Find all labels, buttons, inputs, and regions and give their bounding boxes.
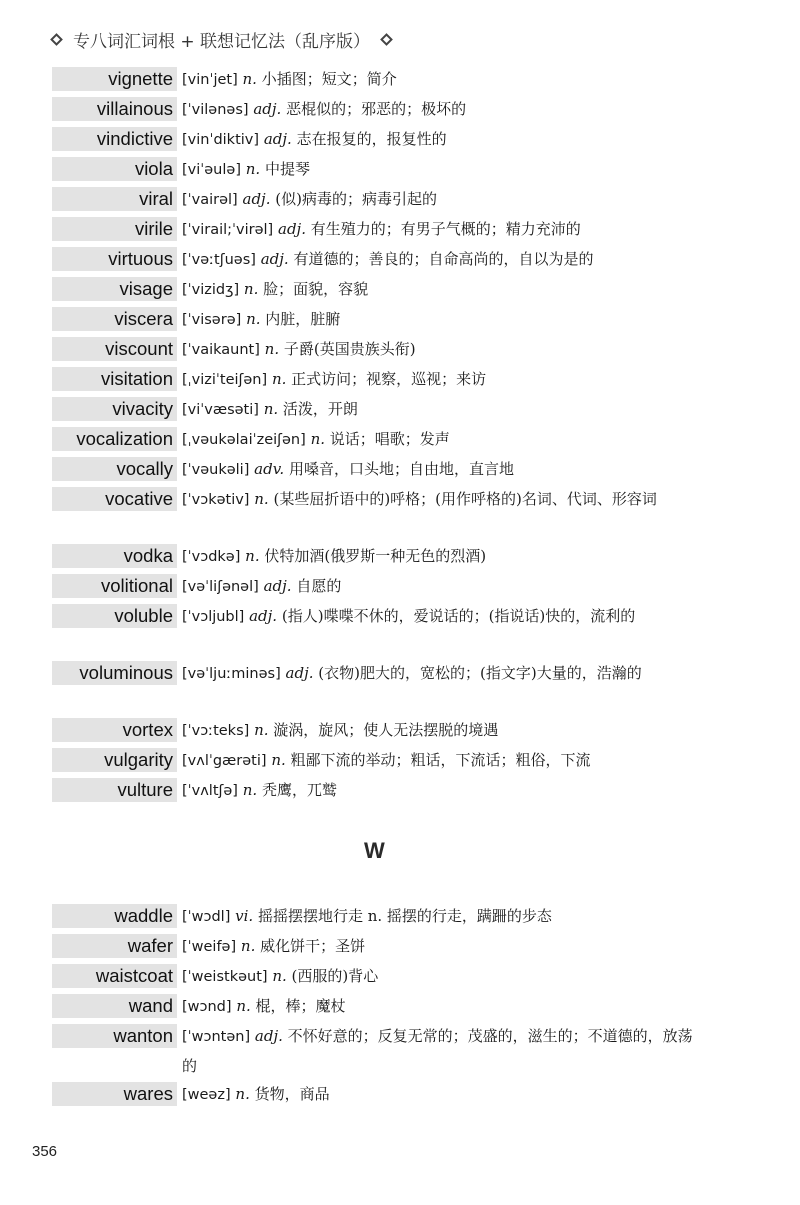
part-of-speech: adj.: [285, 664, 314, 682]
entry-row: [52, 1082, 752, 1110]
headword: wanton: [52, 1024, 177, 1048]
definition-text: 内脏，脏腑: [265, 310, 341, 328]
headword: vocally: [52, 457, 177, 481]
pronunciation: [ˈweistkəut]: [182, 969, 268, 985]
headword: voluminous: [52, 661, 177, 685]
entry-definition: [182, 335, 702, 365]
entry-row: [52, 487, 752, 515]
entry-row: [52, 397, 752, 425]
part-of-speech: adv.: [254, 460, 285, 478]
definition-text: 活泼，开朗: [282, 400, 358, 418]
definition-text: 粗鄙下流的举动；粗话，下流话；粗俗，下流: [290, 751, 591, 769]
definition-text: (西服的)背心: [291, 967, 379, 985]
definition-text: 子爵(英国贵族头衔): [283, 340, 416, 358]
definition-text: 小插图；短文；简介: [261, 70, 397, 88]
entry-row: [52, 97, 752, 125]
entry-definition: [182, 602, 702, 632]
entry-row: [52, 277, 752, 305]
part-of-speech: n.: [236, 997, 251, 1015]
entry-definition: [182, 485, 702, 515]
entry-definition: [182, 992, 702, 1022]
part-of-speech: adj.: [242, 190, 271, 208]
pronunciation: [ˌvəukəlaiˈzeiʃən]: [182, 432, 306, 448]
part-of-speech: n.: [263, 400, 279, 418]
headword: visage: [52, 277, 177, 301]
part-of-speech: n.: [310, 430, 325, 448]
entry-row: [52, 337, 752, 365]
entry-row: [52, 574, 752, 602]
entry-definition: [182, 572, 702, 602]
headword: virtuous: [52, 247, 177, 271]
definition-text: 货物，商品: [254, 1085, 330, 1103]
entry-row: [52, 544, 752, 572]
part-of-speech: adj.: [254, 1027, 283, 1045]
entry-definition: [182, 455, 702, 485]
definition-text: 秃鹰，兀鹫: [261, 781, 337, 799]
pronunciation: [ˈvirail;ˈvirəl]: [182, 222, 274, 238]
entry-row: [52, 748, 752, 776]
headword: wand: [52, 994, 177, 1018]
diamond-icon: [380, 33, 393, 46]
part-of-speech: n.: [254, 490, 269, 508]
definition-text: 恶棍似的；邪恶的；极坏的: [286, 100, 467, 118]
section-letter: W: [364, 838, 385, 863]
part-of-speech: n.: [245, 547, 260, 565]
entry-definition: [182, 95, 702, 125]
pronunciation: [ˈweifə]: [182, 939, 237, 955]
entry-row: [52, 934, 752, 962]
pronunciation: [ˈvəukəli]: [182, 462, 250, 478]
entry-definition: [182, 1080, 702, 1110]
entry-row: [52, 307, 752, 335]
entry-row: [52, 718, 752, 746]
definition-text: 脸；面貌，容貌: [263, 280, 369, 298]
entry-row: [52, 904, 752, 932]
pronunciation: [wɔnd]: [182, 999, 232, 1015]
entry-definition: [182, 125, 702, 155]
part-of-speech: n.: [264, 340, 280, 358]
part-of-speech: n.: [272, 967, 287, 985]
definition-text: (某些屈折语中的)呼格；(用作呼格的)名词、代词、形容词: [273, 490, 657, 508]
headword: waddle: [52, 904, 177, 928]
pronunciation: [ˈwɔdl]: [182, 909, 231, 925]
headword: vodka: [52, 544, 177, 568]
definition-text: 摇摇摆摆地行走 n. 摇摆的行走，蹒跚的步态: [257, 907, 552, 925]
part-of-speech: n.: [254, 721, 269, 739]
definition-text: 中提琴: [264, 160, 310, 178]
entry-row: [52, 67, 752, 95]
entry-definition: [182, 305, 702, 335]
definition-text: 自愿的: [296, 577, 342, 595]
entry-definition: [182, 155, 702, 185]
headword: vignette: [52, 67, 177, 91]
part-of-speech: adj.: [249, 607, 278, 625]
headword: volitional: [52, 574, 177, 598]
entry-row: [52, 367, 752, 395]
headword: vocative: [52, 487, 177, 511]
definition-text: 不怀好意的；反复无常的；茂盛的，滋生的；不道德的，放荡的: [182, 1027, 693, 1075]
pronunciation: [ˈvɔkətiv]: [182, 492, 250, 508]
entry-definition: [182, 776, 702, 806]
headword: vulture: [52, 778, 177, 802]
definition-text: 用嗓音，口头地；自由地，直言地: [288, 460, 514, 478]
entry-definition: [182, 716, 702, 746]
entry-definition: [182, 275, 702, 305]
entry-row: [52, 964, 752, 992]
part-of-speech: adj.: [253, 100, 282, 118]
pronunciation: [vʌlˈgærəti]: [182, 753, 267, 769]
entry-definition: [182, 962, 702, 992]
definition-text: 棍，棒；魔杖: [255, 997, 346, 1015]
definition-text: 漩涡，旋风；使人无法摆脱的境遇: [273, 721, 499, 739]
entry-definition: [182, 365, 702, 395]
headword: voluble: [52, 604, 177, 628]
part-of-speech: adj.: [263, 130, 292, 148]
entry-row: [52, 994, 752, 1022]
pronunciation: [vəˈliʃənəl]: [182, 579, 259, 595]
headword: viscera: [52, 307, 177, 331]
part-of-speech: n.: [242, 781, 258, 799]
pronunciation: [viˈvæsəti]: [182, 402, 259, 418]
headword: vulgarity: [52, 748, 177, 772]
part-of-speech: n.: [245, 160, 261, 178]
definition-text: 有生殖力的；有男子气概的；精力充沛的: [310, 220, 581, 238]
pronunciation: [ˈvɔːteks]: [182, 723, 250, 739]
pronunciation: [ˈvizidʒ]: [182, 282, 240, 298]
part-of-speech: n.: [271, 751, 286, 769]
entry-definition: [182, 902, 702, 932]
entry-definition: [182, 245, 702, 275]
pronunciation: [ˈwɔntən]: [182, 1029, 251, 1045]
pronunciation: [ˈvilənəs]: [182, 102, 249, 118]
pronunciation: [weəz]: [182, 1087, 231, 1103]
definition-text: 威化饼干；圣饼: [260, 937, 366, 955]
pronunciation: [viˈəulə]: [182, 162, 241, 178]
definition-text: 伏特加酒(俄罗斯一种无色的烈酒): [264, 547, 487, 565]
part-of-speech: adj.: [263, 577, 292, 595]
entry-definition: [182, 395, 702, 425]
pronunciation: [vinˈjet]: [182, 72, 238, 88]
headword: waistcoat: [52, 964, 177, 988]
pronunciation: [vəˈljuːminəs]: [182, 666, 281, 682]
entry-definition: [182, 1022, 702, 1081]
entry-definition: [182, 542, 702, 572]
pronunciation: [ˈvɔljubl]: [182, 609, 245, 625]
entry-definition: [182, 185, 702, 215]
headword: vindictive: [52, 127, 177, 151]
headword: vocalization: [52, 427, 177, 451]
headword: wares: [52, 1082, 177, 1106]
definition-text: (指人)喋喋不休的，爱说话的；(指说话)快的，流利的: [281, 607, 636, 625]
headword: virile: [52, 217, 177, 241]
entry-row: [52, 217, 752, 245]
entry-row: [52, 427, 752, 455]
header-title: 专八词汇词根 + 联想记忆法（乱序版）: [73, 31, 371, 52]
entry-row: [52, 187, 752, 215]
part-of-speech: n.: [271, 370, 287, 388]
pronunciation: [ˈvəːtʃuəs]: [182, 252, 256, 268]
part-of-speech: n.: [243, 280, 259, 298]
definition-text: 正式访问；视察，巡视；来访: [291, 370, 487, 388]
definition-text: 有道德的；善良的；自命高尚的，自以为是的: [293, 250, 594, 268]
entry-row: [52, 661, 752, 689]
definition-text: 志在报复的，报复性的: [296, 130, 447, 148]
headword: vortex: [52, 718, 177, 742]
headword: villainous: [52, 97, 177, 121]
entry-definition: [182, 65, 702, 95]
definition-text: 说话；唱歌；发声: [329, 430, 450, 448]
headword: wafer: [52, 934, 177, 958]
entry-row: [52, 457, 752, 485]
entry-row: [52, 157, 752, 185]
pronunciation: [vinˈdiktiv]: [182, 132, 260, 148]
part-of-speech: n.: [242, 70, 257, 88]
headword: visitation: [52, 367, 177, 391]
headword: viral: [52, 187, 177, 211]
entry-definition: [182, 659, 702, 689]
pronunciation: [ˈvaikaunt]: [182, 342, 260, 358]
headword: viola: [52, 157, 177, 181]
pronunciation: [ˈvʌltʃə]: [182, 783, 238, 799]
entry-row: [52, 127, 752, 155]
definition-text: (似)病毒的；病毒引起的: [275, 190, 437, 208]
entry-row: [52, 778, 752, 806]
part-of-speech: vi.: [235, 907, 254, 925]
pronunciation: [ˈvisərə]: [182, 312, 242, 328]
part-of-speech: n.: [246, 310, 261, 328]
part-of-speech: adj.: [278, 220, 306, 238]
part-of-speech: n.: [240, 937, 256, 955]
part-of-speech: adj.: [260, 250, 289, 268]
headword: viscount: [52, 337, 177, 361]
entry-definition: [182, 215, 702, 245]
part-of-speech: n.: [235, 1085, 250, 1103]
entry-definition: [182, 425, 702, 455]
pronunciation: [ˈvɔdkə]: [182, 549, 241, 565]
entry-definition: [182, 932, 702, 962]
entry-definition: [182, 746, 702, 776]
diamond-icon: [50, 33, 63, 46]
entry-row: [52, 604, 752, 632]
definition-text: (衣物)肥大的，宽松的；(指文字)大量的，浩瀚的: [318, 664, 642, 682]
entry-row: [52, 1024, 752, 1081]
page-number: 356: [32, 1143, 58, 1160]
pronunciation: [ˌviziˈteiʃən]: [182, 372, 268, 388]
headword: vivacity: [52, 397, 177, 421]
pronunciation: [ˈvairəl]: [182, 192, 238, 208]
running-header: [48, 24, 395, 54]
entry-row: [52, 247, 752, 275]
